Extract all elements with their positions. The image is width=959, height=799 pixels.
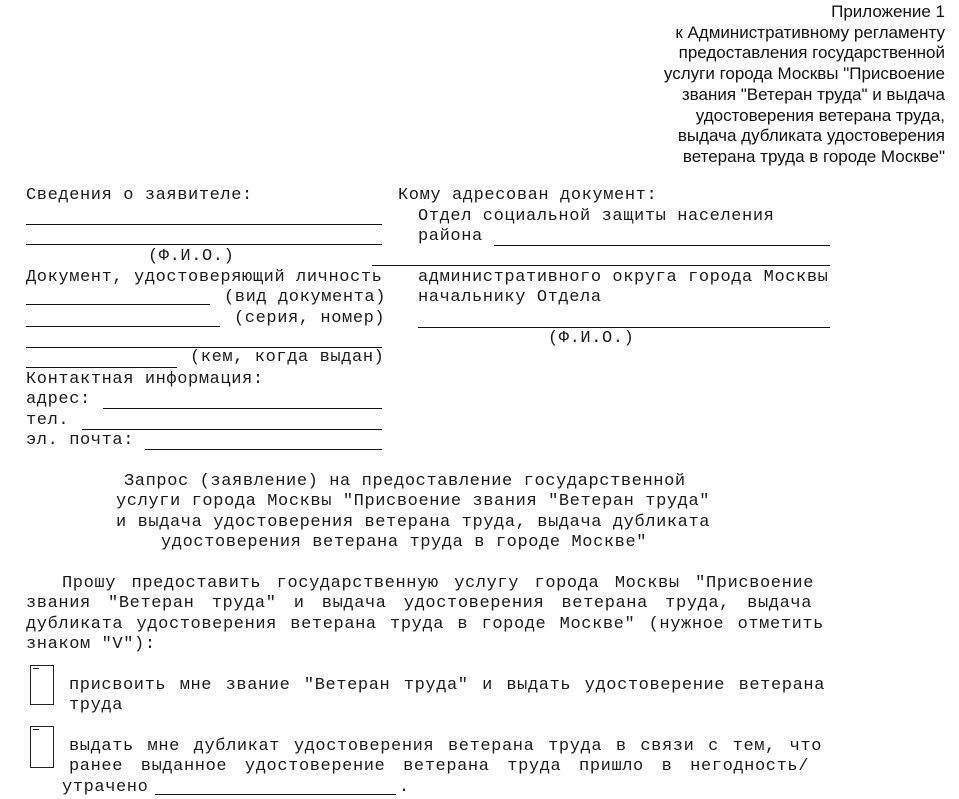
issued-by-blank-line bbox=[26, 367, 177, 368]
checkbox-corner-mark bbox=[33, 729, 39, 730]
addressee-okrug: административного округа города Москвы bbox=[418, 268, 829, 287]
issued-by-caption: (кем, когда выдан) bbox=[190, 348, 385, 367]
request-body-line: Прошу предоставить государственную услугу города Москвы "Присвоение bbox=[62, 574, 814, 593]
applicant-fio-blank-line bbox=[26, 244, 382, 245]
header-line: удостоверения ветерана труда, bbox=[695, 105, 945, 125]
phone-blank-line bbox=[82, 429, 382, 430]
header-line: ветерана труда в городе Москве" bbox=[682, 146, 945, 166]
address-label: адрес: bbox=[26, 390, 91, 409]
phone-label: тел. bbox=[26, 411, 70, 430]
district-blank-line bbox=[494, 245, 830, 246]
doc-type-blank-line bbox=[26, 304, 210, 305]
option-duplicate-checkbox bbox=[30, 726, 54, 768]
applicant-fio-blank-line bbox=[26, 224, 382, 225]
doc-type-caption: (вид документа) bbox=[224, 288, 387, 307]
option-duplicate-text: выдать мне дубликат удостоверения ветерана труда в связи с тем, что bbox=[69, 737, 822, 756]
lost-end-mark: . bbox=[399, 778, 410, 797]
email-label: эл. почта: bbox=[26, 431, 135, 450]
request-title-line: услуги города Москвы "Присвоение звания "Ветеран труда" bbox=[116, 492, 711, 511]
option-assign-title-checkbox bbox=[30, 665, 54, 705]
appendix-header bbox=[664, 2, 945, 168]
option-assign-title-text: труда bbox=[69, 696, 124, 715]
district-label: района bbox=[418, 227, 483, 246]
email-blank-line bbox=[145, 449, 382, 450]
request-body-line: звания "Ветеран труда" и выдача удостоверения ветерана труда, выдача bbox=[26, 594, 812, 613]
header-line: выдача дубликата удостоверения bbox=[677, 126, 945, 146]
address-blank-line bbox=[103, 408, 382, 409]
header-line: предоставления государственной bbox=[678, 43, 945, 63]
request-title-line: удостоверения ветерана труда в городе Москве" bbox=[161, 533, 648, 552]
lost-label: утрачено bbox=[62, 778, 149, 797]
applicant-section-title: Сведения о заявителе: bbox=[26, 186, 253, 205]
district-continuation-blank-line bbox=[372, 265, 830, 266]
checkbox-corner-mark bbox=[33, 668, 39, 669]
series-number-blank-line bbox=[26, 326, 220, 327]
request-title-line: и выдача удостоверения ветерана труда, выдача дубликата bbox=[116, 513, 711, 532]
contact-info-title: Контактная информация: bbox=[26, 370, 264, 389]
head-fio-blank-line bbox=[418, 327, 830, 328]
header-line-appendix-number: Приложение 1 bbox=[831, 2, 945, 21]
id-document-title: Документ, удостоверяющий личность bbox=[26, 268, 383, 287]
series-number-caption: (серия, номер) bbox=[234, 309, 386, 328]
request-title-line: Запрос (заявление) на предоставление государственной bbox=[124, 472, 686, 491]
header-line: звания "Ветеран труда" и выдача bbox=[681, 84, 945, 104]
option-assign-title-text: присвоить мне звание "Ветеран труда" и выдать удостоверение ветерана bbox=[69, 676, 825, 695]
addressee-department: Отдел социальной защиты населения bbox=[418, 207, 775, 226]
request-body-line: знаком "V"): bbox=[26, 635, 156, 654]
addressee-head: начальнику Отдела bbox=[418, 288, 602, 307]
lost-blank-line bbox=[155, 794, 396, 795]
addressee-section-title: Кому адресован документ: bbox=[398, 186, 658, 205]
option-duplicate-text: ранее выданное удостоверение ветерана труда пришло в негодность/ bbox=[69, 757, 809, 776]
header-line: услуги города Москвы "Присвоение bbox=[663, 64, 945, 84]
applicant-fio-caption: (Ф.И.О.) bbox=[148, 247, 235, 266]
request-body-line: дубликата удостоверения ветерана труда в городе Москве" (нужное отметить bbox=[26, 615, 824, 634]
header-line: к Административному регламенту bbox=[675, 22, 945, 42]
head-fio-caption: (Ф.И.О.) bbox=[548, 329, 635, 348]
